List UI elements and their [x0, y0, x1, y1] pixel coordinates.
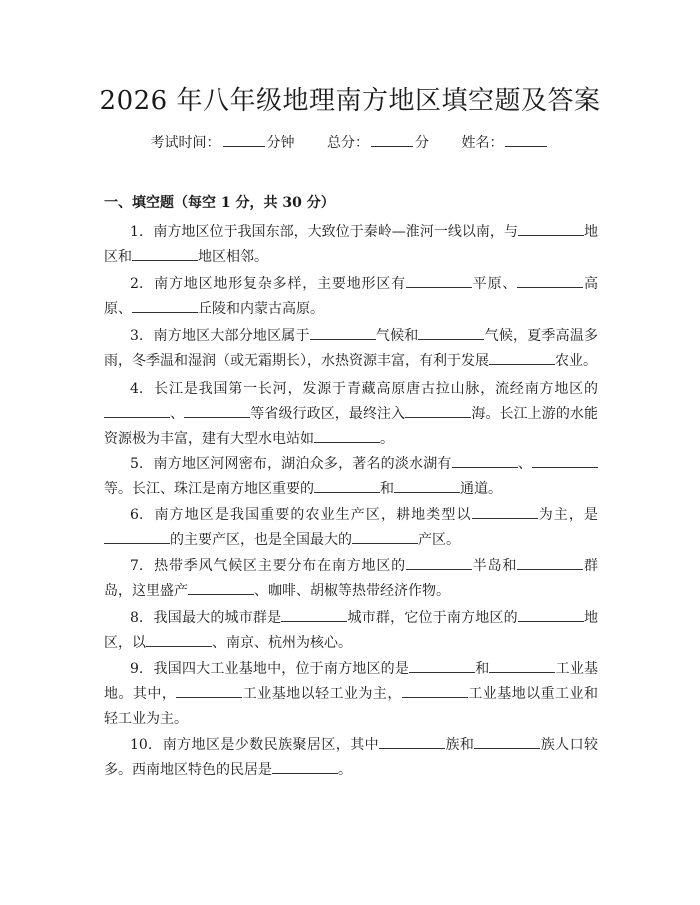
question-number: 10.	[130, 737, 153, 753]
question-text: 半岛和	[471, 558, 518, 574]
question-text: 我国四大工业基地中，位于南方地区的是	[153, 661, 410, 677]
question-text: 南方地区是少数民族聚居区，其中	[162, 737, 380, 753]
exam-time-blank[interactable]	[223, 134, 265, 147]
question-text: 工业基地。其中，	[104, 661, 599, 702]
answer-blank[interactable]	[352, 529, 418, 544]
answer-blank[interactable]	[314, 478, 380, 493]
question-number: 3.	[130, 328, 144, 344]
question-text: 海。长江上游的水能资源极为丰富，建有大型水电站如	[104, 406, 599, 447]
question-1	[104, 220, 598, 270]
answer-blank[interactable]	[281, 607, 347, 622]
question-text: 的主要产区，也是全国最大的	[170, 532, 352, 548]
question-text: 族和	[445, 737, 475, 753]
answer-blank[interactable]	[146, 632, 212, 647]
question-2	[104, 272, 598, 322]
answer-blank[interactable]	[310, 325, 376, 340]
student-name-blank[interactable]	[505, 134, 547, 147]
question-text: 南方地区大部分地区属于	[153, 328, 310, 344]
answer-blank[interactable]	[489, 658, 555, 673]
question-text: 、南京、杭州为核心。	[212, 635, 352, 651]
exam-info-line	[0, 132, 700, 152]
answer-blank[interactable]	[532, 453, 598, 468]
question-text: 等。长江、珠江是南方地区重要的	[104, 481, 314, 497]
question-text: 群岛，这里盛产	[104, 558, 599, 599]
answer-blank[interactable]	[405, 403, 471, 418]
question-text: 为主，是	[537, 507, 598, 523]
answer-blank[interactable]	[409, 658, 475, 673]
student-name-field	[461, 132, 549, 152]
question-text: 南方地区位于我国东部，大致位于秦岭—淮河一线以南，与	[153, 224, 518, 240]
question-text: 地区和	[104, 224, 599, 265]
question-text: 农业。	[555, 353, 597, 369]
student-name-label: 姓名：	[461, 135, 504, 151]
answer-blank[interactable]	[184, 403, 250, 418]
question-text: 工业基地以轻工业为主，	[242, 686, 402, 702]
answer-blank[interactable]	[314, 428, 380, 443]
exam-time-field	[151, 132, 295, 152]
question-number: 5.	[130, 456, 144, 472]
answer-blank[interactable]	[517, 555, 583, 570]
answer-blank[interactable]	[472, 504, 538, 519]
question-text: 气候，夏季高温多雨，冬季温和湿润（或无霜期长），水热资源丰富，有利于发展	[104, 328, 599, 369]
answer-blank[interactable]	[518, 607, 584, 622]
question-text: 工业基地以重工业和轻工业为主。	[104, 686, 599, 727]
question-text: 地区，以	[104, 610, 599, 651]
section-heading: 一、填空题（每空 1 分，共 30 分）	[104, 195, 335, 211]
question-text: 丘陵和内蒙古高原。	[198, 301, 324, 317]
answer-blank[interactable]	[489, 350, 555, 365]
answer-blank[interactable]	[379, 734, 445, 749]
question-10	[104, 733, 598, 783]
question-text: 热带季风气候区主要分布在南方地区的	[153, 558, 406, 574]
exam-time-label: 考试时间：	[150, 135, 221, 151]
question-number: 2.	[130, 276, 144, 292]
question-text: 我国最大的城市群是	[153, 610, 282, 626]
answer-blank[interactable]	[418, 325, 484, 340]
question-number: 1.	[130, 224, 144, 240]
total-score-label: 总分：	[327, 135, 369, 151]
question-8	[104, 606, 598, 656]
answer-blank[interactable]	[132, 298, 198, 313]
answer-blank[interactable]	[518, 221, 584, 236]
answer-blank[interactable]	[517, 273, 583, 288]
answer-blank[interactable]	[132, 246, 198, 261]
question-text: 高原、	[104, 276, 599, 317]
question-text: 族人口较多。西南地区特色的民居是	[104, 737, 599, 778]
page-title: 2026 年八年级地理南方地区填空题及答案	[99, 86, 601, 116]
answer-blank[interactable]	[104, 529, 170, 544]
question-text: 产区。	[418, 532, 460, 548]
total-score-blank[interactable]	[371, 134, 413, 147]
question-text: 气候和	[375, 328, 419, 344]
total-score-field	[327, 132, 429, 152]
answer-blank[interactable]	[402, 683, 468, 698]
question-5	[104, 452, 598, 502]
answer-blank[interactable]	[452, 453, 518, 468]
question-7	[104, 554, 598, 604]
question-number: 6.	[130, 507, 144, 523]
question-text: 南方地区地形复杂多样，主要地形区有	[153, 276, 406, 292]
answer-blank[interactable]	[176, 683, 242, 698]
question-text: 地区相邻。	[198, 249, 268, 265]
answer-blank[interactable]	[406, 273, 472, 288]
answer-blank[interactable]	[272, 759, 338, 774]
question-text: 城市群，它位于南方地区的	[347, 610, 518, 626]
question-text: 平原、	[471, 276, 518, 292]
question-number: 4.	[130, 381, 144, 397]
answer-blank[interactable]	[394, 478, 460, 493]
question-text: 、咖啡、胡椒等热带经济作物。	[254, 583, 450, 599]
answer-blank[interactable]	[188, 580, 254, 595]
question-3	[104, 324, 598, 374]
question-9	[104, 657, 598, 732]
question-number: 8.	[130, 610, 144, 626]
question-text: 长江是我国第一长河，发源于青藏高原唐古拉山脉，流经南方地区的	[153, 381, 598, 397]
question-text: 通道。	[460, 481, 502, 497]
question-number: 7.	[130, 558, 144, 574]
exam-time-unit: 分钟	[266, 135, 295, 151]
question-6	[104, 503, 598, 553]
question-text: 等省级行政区，最终注入	[250, 406, 406, 422]
question-text: 。	[338, 762, 352, 778]
total-score-unit: 分	[415, 135, 429, 151]
question-text: 和	[380, 481, 394, 497]
question-text: 、	[517, 456, 533, 472]
question-text: 、	[170, 406, 185, 422]
question-text: 和	[475, 661, 490, 677]
question-text: 。	[380, 431, 394, 447]
question-text: 南方地区是我国重要的农业生产区，耕地类型以	[153, 507, 472, 523]
question-4	[104, 377, 598, 452]
question-text: 南方地区河网密布，湖泊众多，著名的淡水湖有	[153, 456, 452, 472]
answer-blank[interactable]	[474, 734, 540, 749]
answer-blank[interactable]	[406, 555, 472, 570]
answer-blank[interactable]	[104, 403, 170, 418]
question-number: 9.	[130, 661, 144, 677]
